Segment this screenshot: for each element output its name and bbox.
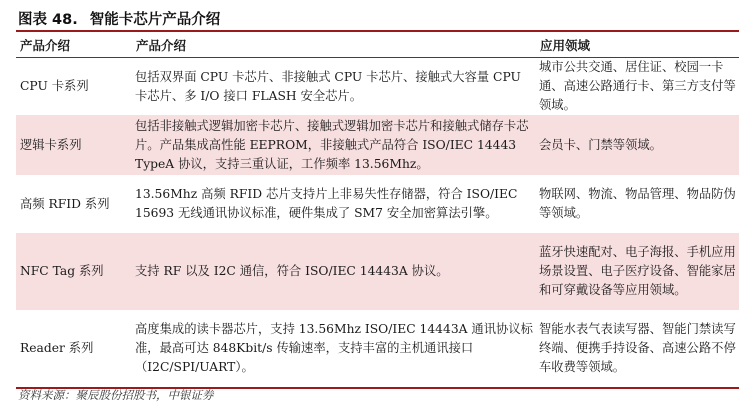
product-description: 高度集成的读卡器芯片，支持 13.56Mhz ISO/IEC 14443A 通讯协议标准，最高可达 848Kbit/s 传输速率，支持丰富的主机通讯接口（I2C/SPI/UART）。 bbox=[132, 310, 536, 388]
figure-title bbox=[18, 8, 220, 29]
table-row bbox=[16, 233, 739, 310]
product-description: 包括非接触式逻辑加密卡芯片、接触式逻辑加密卡芯片和接触式储存卡芯片。产品集成高性能 EEPROM，非接触式产品符合 ISO/IEC 14443 TypeA 协议，支持三重认证，工作频率 13.56Mhz。 bbox=[132, 115, 536, 175]
table-row bbox=[16, 115, 739, 175]
table-body bbox=[16, 58, 739, 389]
product-application: 物联网、物流、物品管理、物品防伪等领域。 bbox=[539, 187, 736, 220]
table-row bbox=[16, 175, 739, 233]
table-header bbox=[16, 33, 739, 58]
header-product-name: 产品介绍 bbox=[16, 33, 132, 58]
product-description: 13.56Mhz 高频 RFID 芯片支持片上非易失性存储器，符合 ISO/IEC 15693 无线通讯协议标准，硬件集成了 SM7 安全加密算法引擎。 bbox=[135, 187, 518, 220]
table-row bbox=[16, 310, 739, 388]
product-description: 支持 RF 以及 I2C 通信，符合 ISO/IEC 14443A 协议。 bbox=[132, 233, 536, 310]
product-application: 会员卡、门禁等领域。 bbox=[536, 115, 739, 175]
header-product-description: 产品介绍 bbox=[132, 33, 536, 58]
source-note: 资料来源：聚辰股份招股书，中银证券 bbox=[18, 388, 214, 402]
product-name: Reader 系列 bbox=[16, 310, 132, 388]
header-application: 应用领域 bbox=[536, 33, 739, 58]
product-application: 城市公共交通、居住证、校园一卡通、高速公路通行卡、第三方支付等领域。 bbox=[539, 60, 736, 112]
product-name: 高频 RFID 系列 bbox=[20, 196, 110, 211]
product-name: 逻辑卡系列 bbox=[16, 115, 132, 175]
figure-number: 图表 48. bbox=[18, 12, 78, 28]
table-top-rule bbox=[16, 30, 739, 32]
product-name: NFC Tag 系列 bbox=[16, 233, 132, 310]
product-table bbox=[16, 33, 739, 389]
product-application: 蓝牙快速配对、电子海报、手机应用场景设置、电子医疗设备、智能家居和可穿戴设备等应用领域。 bbox=[536, 233, 739, 310]
header-row bbox=[16, 33, 739, 58]
figure-caption: 智能卡芯片产品介绍 bbox=[89, 12, 221, 28]
product-description: 包括双界面 CPU 卡芯片、非接触式 CPU 卡芯片、接触式大容量 CPU 卡芯片、多 I/O 接口 FLASH 安全芯片。 bbox=[135, 69, 521, 103]
table-row bbox=[16, 58, 739, 116]
product-name: CPU 卡系列 bbox=[20, 79, 89, 93]
product-application: 智能水表气表读写器、智能门禁读写终端、便携手持设备、高速公路不停车收费等领域。 bbox=[536, 310, 739, 388]
